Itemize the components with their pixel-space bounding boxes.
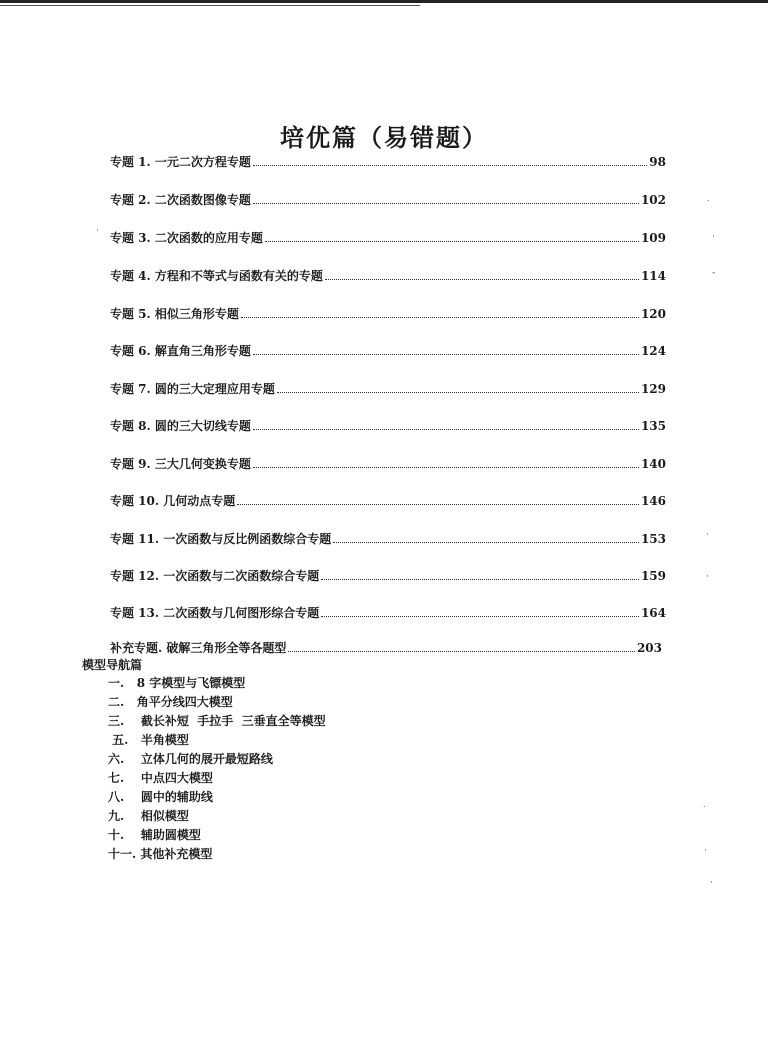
toc-entry[interactable] [110, 489, 666, 509]
toc-dot-leader [321, 615, 639, 617]
toc-entry-label: 专题 1. 一元二次方程专题 [110, 155, 251, 169]
toc-dot-leader [253, 202, 639, 204]
toc-entry-label: 专题 2. 二次函数图像专题 [110, 193, 251, 207]
scan-speck: - [712, 268, 716, 278]
model-item[interactable]: 十. 辅助圆模型 [108, 828, 201, 842]
toc-dot-leader [288, 650, 635, 652]
scan-speck: · [706, 572, 709, 582]
toc-entry-label: 专题 12. 一次函数与二次函数综合专题 [110, 569, 320, 583]
toc-dot-leader [325, 278, 639, 280]
page-title: 培优篇（易错题） [280, 123, 488, 152]
model-list [108, 674, 326, 864]
scan-speck: · [706, 530, 709, 540]
toc-entry-page: 114 [640, 269, 666, 283]
toc-entry-page: 140 [640, 457, 666, 471]
toc-entry[interactable] [110, 414, 666, 434]
scan-top-border-thin [0, 5, 420, 6]
model-item[interactable]: 一. 8 字模型与飞镖模型 [108, 676, 246, 690]
toc-entry-label: 补充专题. 破解三角形全等各题型 [110, 641, 287, 655]
toc-entry-label: 专题 5. 相似三角形专题 [110, 307, 239, 321]
scan-top-border [0, 0, 768, 3]
toc-entry[interactable] [110, 377, 666, 397]
toc-entry[interactable] [110, 601, 666, 621]
toc-dot-leader [253, 353, 639, 355]
scan-speck: ˙ [702, 806, 707, 816]
toc-entry-label: 专题 11. 一次函数与反比例函数综合专题 [110, 532, 332, 546]
toc-entry-page: 153 [640, 532, 666, 546]
toc-entry-page: 203 [636, 641, 662, 655]
toc-dot-leader [253, 164, 647, 166]
toc-entry-label: 专题 13. 二次函数与几何图形综合专题 [110, 606, 320, 620]
scan-speck: · [96, 226, 99, 236]
toc-entry[interactable] [110, 188, 666, 208]
toc-entry-label: 专题 10. 几何动点专题 [110, 494, 236, 508]
toc-entry-label: 专题 9. 三大几何变换专题 [110, 457, 251, 471]
toc-entry[interactable] [110, 302, 666, 322]
model-item[interactable]: 六. 立体几何的展开最短路线 [108, 752, 273, 766]
model-item[interactable]: 九. 相似模型 [108, 809, 189, 823]
toc-entry[interactable] [110, 564, 666, 584]
toc-entry-page: 129 [640, 382, 666, 396]
toc-entry[interactable] [110, 339, 666, 359]
toc-entry-page: 120 [640, 307, 666, 321]
toc-entry-page: 98 [649, 155, 666, 169]
toc-entry[interactable] [110, 527, 666, 547]
toc-dot-leader [237, 503, 639, 505]
toc-entry[interactable] [110, 452, 666, 472]
toc-entry-label: 专题 6. 解直角三角形专题 [110, 344, 251, 358]
toc-entry[interactable] [110, 150, 666, 170]
toc-entry-page: 102 [640, 193, 666, 207]
toc-entry[interactable] [110, 264, 666, 284]
model-item[interactable]: 八. 圆中的辅助线 [108, 790, 213, 804]
toc-entry-page: 124 [640, 344, 666, 358]
toc-entry-label: 专题 3. 二次函数的应用专题 [110, 231, 263, 245]
model-item[interactable]: 二. 角平分线四大模型 [108, 695, 233, 709]
toc-entry[interactable] [110, 226, 666, 246]
model-item[interactable]: 五. 半角模型 [108, 733, 189, 747]
toc-dot-leader [253, 428, 639, 430]
toc-entry-supplement[interactable] [110, 636, 662, 656]
toc-entry-page: 109 [640, 231, 666, 245]
toc-entry-label: 专题 4. 方程和不等式与函数有关的专题 [110, 269, 323, 283]
toc-dot-leader [321, 578, 639, 580]
scan-speck: · [710, 878, 713, 888]
toc-dot-leader [333, 541, 639, 543]
toc-entry-page: 135 [640, 419, 666, 433]
toc-dot-leader [241, 316, 639, 318]
toc-entry-label: 专题 8. 圆的三大切线专题 [110, 419, 251, 433]
toc-entry-page: 164 [640, 606, 666, 620]
model-item[interactable]: 三. 截长补短 手拉手 三垂直全等模型 [108, 714, 326, 728]
model-item[interactable]: 十一. 其他补充模型 [108, 847, 213, 861]
toc-dot-leader [265, 240, 639, 242]
toc-dot-leader [277, 391, 639, 393]
scan-speck: · [704, 846, 707, 856]
model-item[interactable]: 七. 中点四大模型 [108, 771, 213, 785]
scan-speck: · [712, 232, 715, 242]
toc-entry-label: 专题 7. 圆的三大定理应用专题 [110, 382, 275, 396]
toc-entry-page: 146 [640, 494, 666, 508]
scan-speck: ˙ [706, 200, 711, 210]
toc-entry-page: 159 [640, 569, 666, 583]
toc-dot-leader [253, 466, 639, 468]
section-heading-models: 模型导航篇 [82, 658, 143, 672]
